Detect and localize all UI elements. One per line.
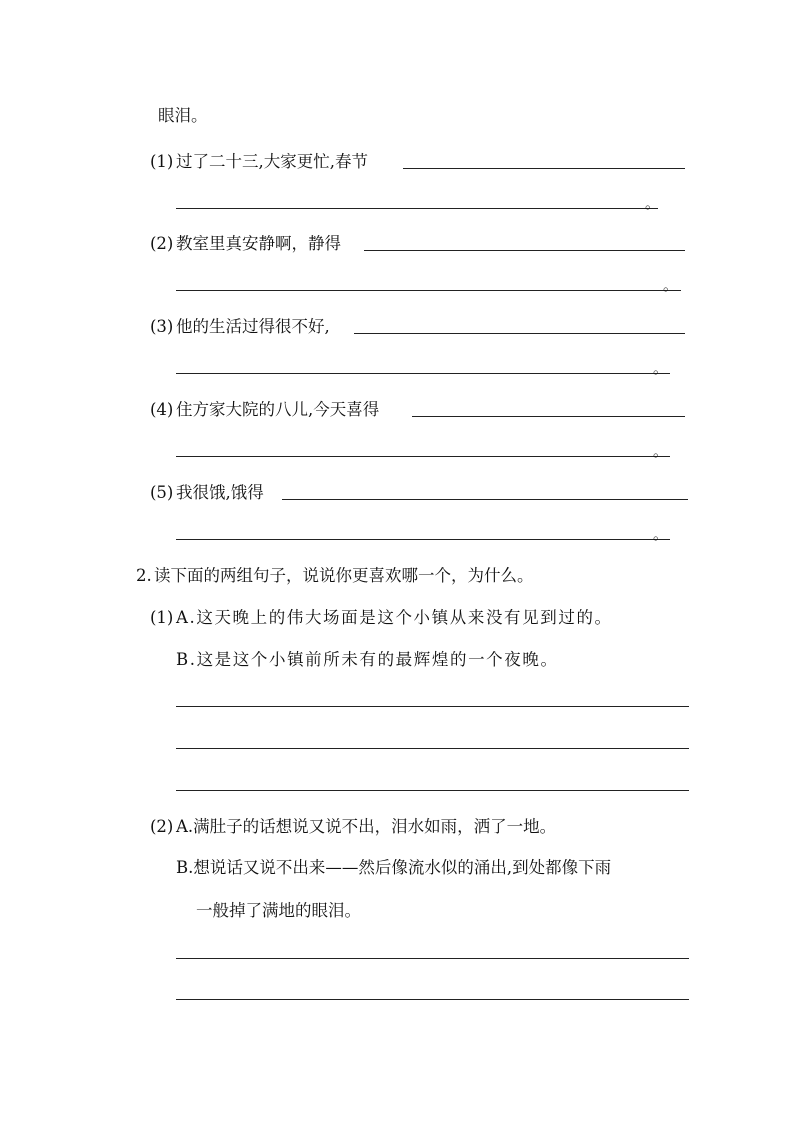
group-1-sentence-a: A.这天晚上的伟大场面是这个小镇从来没有见到过的。 (176, 608, 613, 627)
group-1-answer-line-2[interactable] (176, 748, 689, 749)
item-2-blank-line-1[interactable] (364, 250, 685, 251)
item-3-text: 他的生活过得很不好, (176, 317, 330, 336)
item-2-label: (2) (150, 234, 174, 253)
item-3-period: 。 (653, 359, 669, 377)
item-4-label: (4) (150, 400, 174, 419)
item-4-period: 。 (653, 442, 669, 460)
continuation-text: 眼泪。 (158, 106, 208, 125)
group-1-answer-line-3[interactable] (176, 790, 689, 791)
item-2-period: 。 (663, 276, 679, 294)
item-3-blank-line-1[interactable] (354, 333, 685, 334)
item-5-text: 我很饿,饿得 (176, 483, 264, 502)
question-2-number: 2. (136, 566, 152, 585)
item-1-text: 过了二十三,大家更忙,春节 (176, 152, 368, 171)
group-2-sentence-b-continued: 一般掉了满地的眼泪。 (196, 901, 361, 920)
item-4-text: 住方家大院的八儿,今天喜得 (176, 400, 380, 419)
group-2-sentence-b: B.想说话又说不出来——然后像流水似的涌出,到处都像下雨 (176, 858, 612, 877)
item-3-blank-line-2[interactable] (176, 373, 670, 374)
group-2-answer-line-2[interactable] (176, 999, 689, 1000)
item-3-label: (3) (150, 317, 174, 336)
item-1-blank-line-2[interactable] (176, 208, 658, 209)
item-4-blank-line-1[interactable] (412, 416, 685, 417)
item-5-label: (5) (150, 483, 174, 502)
item-1-period: 。 (645, 194, 661, 212)
group-2-answer-line-1[interactable] (176, 958, 689, 959)
group-1-label: (1) (150, 608, 174, 627)
group-1-answer-line-1[interactable] (176, 706, 689, 707)
group-2-label: (2) (150, 817, 174, 836)
group-2-sentence-a: A.满肚子的话想说又说不出，泪水如雨，洒了一地。 (176, 817, 557, 836)
item-5-blank-line-1[interactable] (282, 499, 688, 500)
group-1-sentence-b: B.这是这个小镇前所未有的最辉煌的一个夜晚。 (176, 650, 559, 669)
item-4-blank-line-2[interactable] (176, 456, 670, 457)
item-5-blank-line-2[interactable] (176, 539, 670, 540)
item-2-text: 教室里真安静啊，静得 (176, 234, 341, 253)
item-5-period: 。 (653, 525, 669, 543)
question-2-prompt: 读下面的两组句子，说说你更喜欢哪一个，为什么。 (154, 566, 534, 585)
item-2-blank-line-2[interactable] (176, 290, 681, 291)
item-1-blank-line-1[interactable] (403, 168, 685, 169)
item-1-label: (1) (150, 152, 174, 171)
